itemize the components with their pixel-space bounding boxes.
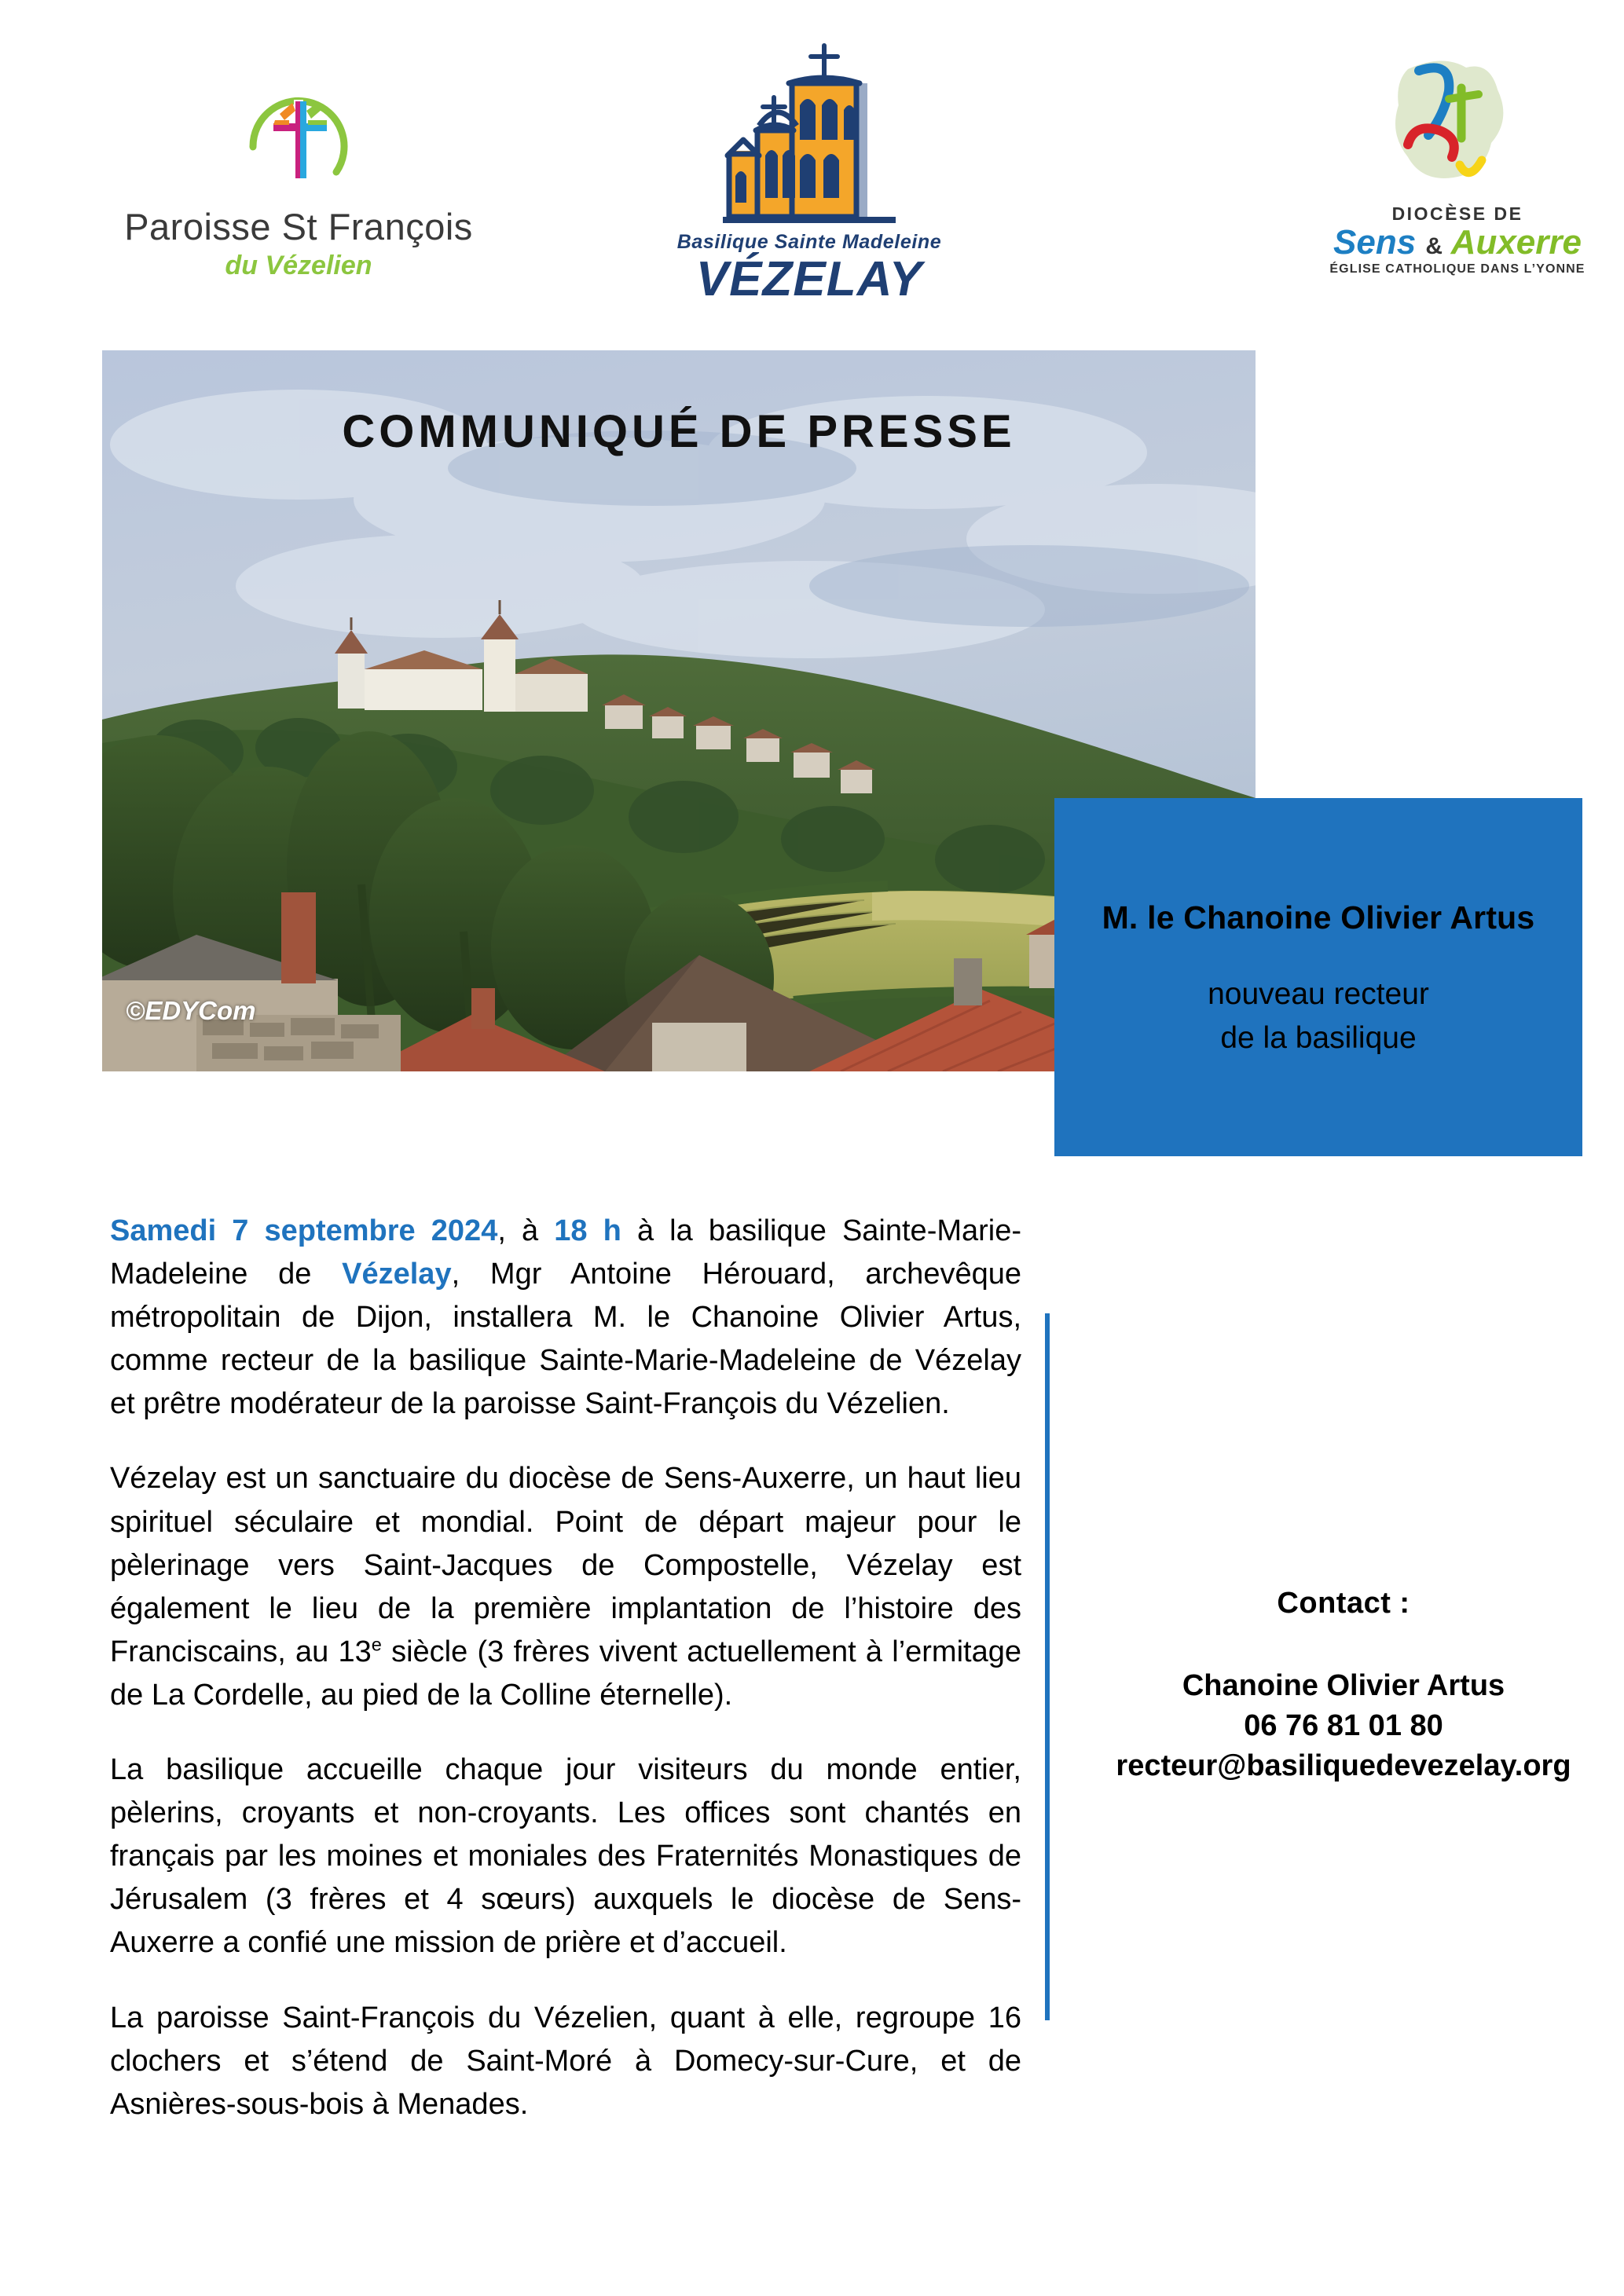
logo-header-band (0, 0, 1624, 346)
contact-heading: Contact : (1277, 1587, 1410, 1620)
logo-paroisse-saint-francois (94, 75, 503, 334)
p1-mid1: , à (497, 1214, 555, 1247)
paragraph-1 (110, 1210, 1021, 1426)
contact-block (1084, 1587, 1603, 1783)
rector-role-line1: nouveau recteur (1208, 976, 1429, 1011)
contact-email[interactable]: recteur@basiliquedevezelay.org (1116, 1749, 1571, 1782)
logo-diocese-line1: DIOCÈSE DE (1391, 203, 1523, 224)
paragraph-3: La basilique accueille chaque jour visiteurs du monde entier, pèlerins, croyants et non-croyants. Les offices sont chantés en français par les moines et moniales des Fraternités Monastiques de Jérusalem (3 frères et 4 sœurs) auxquels le diocèse de Sens-Auxerre a confié une mission de prière et d’accueil. (110, 1753, 1021, 1960)
logo-diocese-auxerre: Auxerre (1450, 223, 1582, 262)
paragraph-4: La paroisse Saint-François du Vézelien, quant à elle, regroupe 16 clochers et s’étend de Saint-Moré à Domecy-sur-Cure, et de Asnières-sous-bois à Menades. (110, 2001, 1021, 2121)
basilica-sketch-icon (707, 38, 911, 234)
logo-diocese-sens-auxerre (1328, 47, 1587, 330)
page-title: COMMUNIQUÉ DE PRESSE (342, 406, 1016, 457)
logo-diocese-line2 (1328, 225, 1587, 261)
contact-phone[interactable]: 06 76 81 01 80 (1244, 1709, 1443, 1742)
press-release-body (110, 1210, 1021, 2126)
highlight-time: 18 h (554, 1214, 621, 1247)
paragraph-2 (110, 1457, 1021, 1717)
p2-before: Vézelay est un sanctuaire du diocèse de Sens-Auxerre, un haut lieu spirituel séculaire et mondial. Point de départ majeur pour le pèlerinage vers Saint-Jacques de Compostelle, Vézelay est également le lieu de la première implantation de l’histoire des Franciscains, au 13 (110, 1462, 1021, 1668)
rector-role-line2: de la basilique (1220, 1020, 1417, 1055)
p2-after: siècle (3 frères vivent actuellement à l’ermitage de La Cordelle, au pied de la Colline éternelle). (110, 1635, 1021, 1712)
rector-name-box (1054, 798, 1582, 1156)
p2-ordinal-superscript: e (371, 1634, 382, 1655)
logo-paroisse-line1: Paroisse St François (124, 206, 473, 247)
logo-basilique-vezelay (660, 38, 959, 336)
logo-paroisse-line2: du Vézelien (225, 250, 372, 280)
logo-basilique-line2: VÉZELAY (695, 252, 923, 306)
highlight-place: Vézelay (342, 1258, 452, 1291)
p1-mid2: à la basilique Sainte-Marie-Madeleine de (110, 1214, 1022, 1291)
photo-credit: ©EDYCom (126, 996, 256, 1025)
highlight-date: Samedi 7 septembre 2024 (110, 1214, 498, 1247)
logo-diocese-ampersand: & (1425, 233, 1443, 259)
logo-diocese-line3: ÉGLISE CATHOLIQUE DANS L’YONNE (1329, 262, 1586, 276)
vertical-divider (1045, 1313, 1050, 2020)
colored-cross-in-circle-icon (236, 75, 361, 200)
yonne-map-swoosh-icon (1367, 47, 1548, 200)
contact-name: Chanoine Olivier Artus (1182, 1669, 1505, 1702)
rector-name: M. le Chanoine Olivier Artus (1102, 899, 1535, 936)
logo-diocese-sens: Sens (1333, 223, 1417, 262)
p1-rest: , Mgr Antoine Hérouard, archevêque métropolitain de Dijon, installera M. le Chanoine Olivier Artus, comme recteur de la basilique Sainte-Marie-Madeleine de Vézelay et prêtre modérateur de la paroisse Saint-François du Vézelien. (110, 1258, 1021, 1421)
logo-basilique-line1: Basilique Sainte Madeleine (676, 231, 942, 253)
